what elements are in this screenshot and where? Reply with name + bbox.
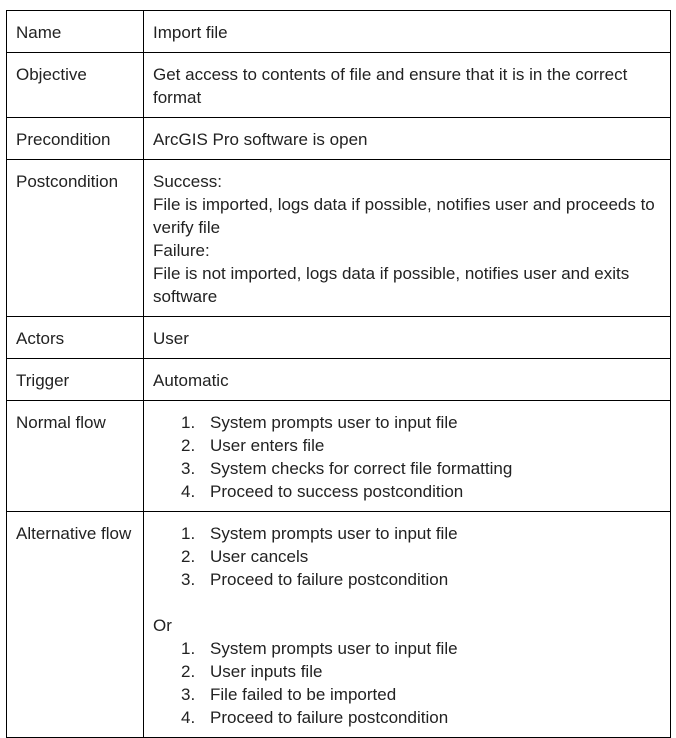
list-item: [153, 522, 661, 545]
step-number: 1.: [181, 413, 196, 432]
step-text: User cancels: [210, 547, 309, 566]
success-text: File is imported, logs data if possible, notifies user and proceeds to verify file: [153, 195, 655, 237]
step-number: 2.: [181, 547, 196, 566]
spacer: [153, 591, 661, 614]
table-row: [7, 317, 671, 359]
step-text: System prompts user to input file: [210, 639, 458, 658]
list-item: [153, 568, 661, 591]
list-item: [153, 683, 661, 706]
label-cell: Normal flow: [7, 401, 144, 512]
label-cell: Actors: [7, 317, 144, 359]
table-row: [7, 512, 671, 738]
table-row: [7, 118, 671, 160]
label-cell: Alternative flow: [7, 512, 144, 738]
normal-flow-steps: [153, 411, 661, 503]
list-item: [153, 457, 661, 480]
step-number: 3.: [181, 685, 196, 704]
label-cell: Postcondition: [7, 160, 144, 317]
value-cell: Import file: [144, 11, 671, 53]
use-case-table: [6, 10, 671, 738]
step-text: Proceed to success postcondition: [210, 482, 464, 501]
or-label: Or: [153, 616, 172, 635]
value-cell: [144, 160, 671, 317]
step-number: 3.: [181, 570, 196, 589]
failure-heading: Failure:: [153, 241, 210, 260]
failure-text: File is not imported, logs data if possible, notifies user and exits software: [153, 264, 630, 306]
step-number: 4.: [181, 482, 196, 501]
value-cell: User: [144, 317, 671, 359]
value-cell: Automatic: [144, 359, 671, 401]
step-text: User inputs file: [210, 662, 323, 681]
alternative-flow-steps-b: [153, 637, 661, 729]
step-text: File failed to be imported: [210, 685, 397, 704]
step-number: 3.: [181, 459, 196, 478]
success-heading: Success:: [153, 172, 222, 191]
step-text: System prompts user to input file: [210, 524, 458, 543]
table-row: [7, 160, 671, 317]
step-text: User enters file: [210, 436, 325, 455]
list-item: [153, 706, 661, 729]
step-number: 2.: [181, 662, 196, 681]
step-text: Proceed to failure postcondition: [210, 570, 449, 589]
value-cell: [144, 401, 671, 512]
value-cell: Get access to contents of file and ensure that it is in the correct format: [144, 53, 671, 118]
step-number: 1.: [181, 524, 196, 543]
table-row: [7, 53, 671, 118]
list-item: [153, 411, 661, 434]
step-number: 4.: [181, 708, 196, 727]
step-text: Proceed to failure postcondition: [210, 708, 449, 727]
label-cell: Trigger: [7, 359, 144, 401]
step-number: 2.: [181, 436, 196, 455]
value-cell: [144, 512, 671, 738]
alternative-flow-steps-a: [153, 522, 661, 591]
list-item: [153, 637, 661, 660]
table-row: [7, 11, 671, 53]
step-text: System checks for correct file formatting: [210, 459, 513, 478]
list-item: [153, 480, 661, 503]
table-row: [7, 401, 671, 512]
table-row: [7, 359, 671, 401]
label-cell: Objective: [7, 53, 144, 118]
step-number: 1.: [181, 639, 196, 658]
list-item: [153, 434, 661, 457]
list-item: [153, 660, 661, 683]
label-cell: Name: [7, 11, 144, 53]
value-cell: ArcGIS Pro software is open: [144, 118, 671, 160]
label-cell: Precondition: [7, 118, 144, 160]
step-text: System prompts user to input file: [210, 413, 458, 432]
list-item: [153, 545, 661, 568]
